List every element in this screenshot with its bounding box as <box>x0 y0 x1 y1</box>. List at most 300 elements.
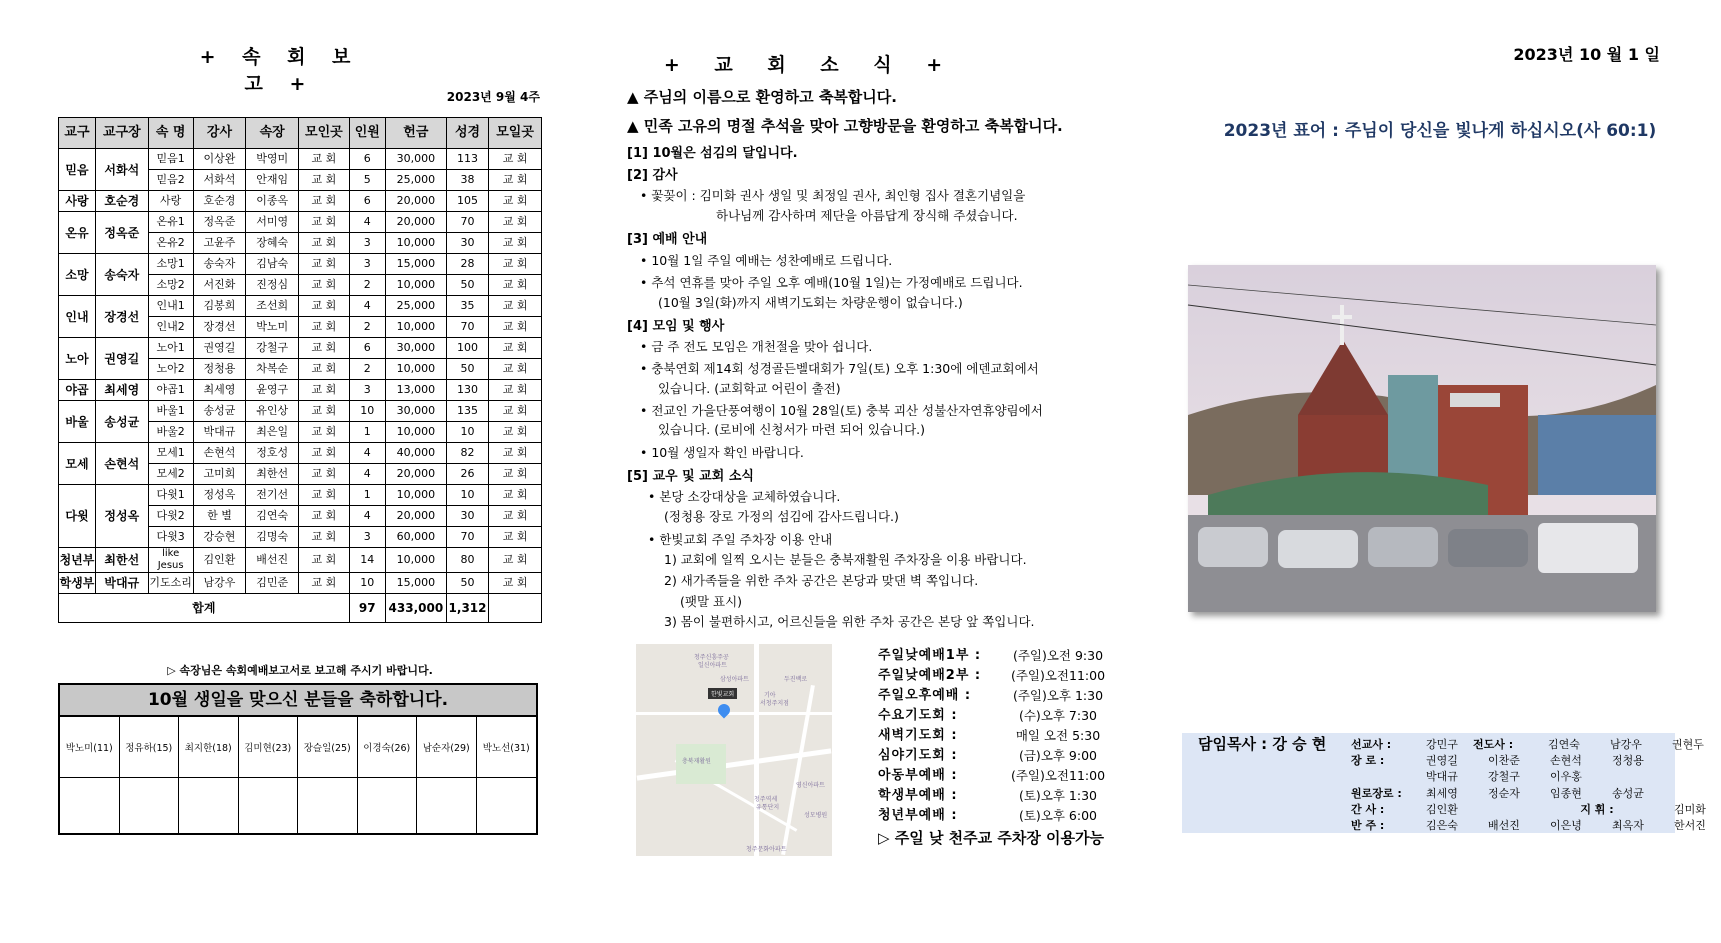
cell-bible: 70 <box>446 527 488 548</box>
staff-name: 이찬준 <box>1488 754 1520 767</box>
district-leader-cell: 권영길 <box>95 338 148 380</box>
col-header: 헌금 <box>385 118 446 149</box>
cell-head: 서미영 <box>246 212 299 233</box>
birthday-cell <box>417 717 477 835</box>
district-leader-cell: 정옥준 <box>95 212 148 254</box>
report-table <box>58 117 542 623</box>
col-header: 인원 <box>349 118 385 149</box>
worship-label: 심야기도회 : <box>878 748 958 763</box>
staff-label: 장 로 : <box>1351 754 1385 767</box>
cell-bible: 105 <box>446 191 488 212</box>
cell-head: 장혜숙 <box>246 233 299 254</box>
total-label: 합계 <box>59 594 350 623</box>
staff-label <box>1351 768 1411 784</box>
cell-next-place: 교 회 <box>489 317 542 338</box>
cell-teacher: 한 별 <box>193 506 246 527</box>
cell-next-place: 교 회 <box>489 296 542 317</box>
staff-name: 김은숙 <box>1426 819 1458 832</box>
cell-name: 온유2 <box>148 233 193 254</box>
worship-row <box>878 786 1108 806</box>
cell-offering: 15,000 <box>385 573 446 594</box>
cell-head: 최한선 <box>246 464 299 485</box>
cell-next-place: 교 회 <box>489 233 542 254</box>
district-leader-cell: 호순경 <box>95 191 148 212</box>
cell-head: 최은일 <box>246 422 299 443</box>
cell-teacher: 강승현 <box>193 527 246 548</box>
cell-teacher: 송숙자 <box>193 254 246 275</box>
cell-teacher: 최세영 <box>193 380 246 401</box>
map-pin-icon[interactable] <box>716 702 733 719</box>
district-cell: 온유 <box>59 212 96 254</box>
cell-bible: 38 <box>446 170 488 191</box>
cell-count: 3 <box>349 233 385 254</box>
cell-next-place: 교 회 <box>489 359 542 380</box>
cell-offering: 20,000 <box>385 464 446 485</box>
staff-name: 김인환 <box>1426 803 1458 816</box>
bulletin-date: 2023년 10 월 1 일 <box>1513 45 1660 64</box>
table-row <box>59 380 542 401</box>
birthday-cell <box>477 717 537 835</box>
cell-next-place: 교 회 <box>489 212 542 233</box>
staff-label: 원로장로 : <box>1351 787 1402 800</box>
cell-place: 교 회 <box>299 443 350 464</box>
cell-head: 김명숙 <box>246 527 299 548</box>
parking-note: ▷ 주일 낮 천주교 주차장 이용가능 <box>878 829 1105 847</box>
cell-bible: 100 <box>446 338 488 359</box>
cell-count: 6 <box>349 149 385 170</box>
col-header: 교구 <box>59 118 96 149</box>
news-item: • 금 주 전도 모임은 개천절을 맞아 쉽니다. <box>640 339 873 354</box>
cell-bible: 130 <box>446 380 488 401</box>
cell-place: 교 회 <box>299 548 350 573</box>
worship-row <box>878 806 1108 826</box>
birthday-cell <box>239 717 299 835</box>
map-label: 충북재활원 <box>682 758 711 765</box>
staff-name: 강민구 <box>1426 738 1458 751</box>
news-item: • 10월 생일자 확인 바랍니다. <box>640 445 804 460</box>
cell-bible: 30 <box>446 233 488 254</box>
cell-name: 모세1 <box>148 443 193 464</box>
worship-label: 수요기도회 : <box>878 708 958 723</box>
staff-row <box>1351 817 1721 833</box>
cell-count: 4 <box>349 506 385 527</box>
cell-offering: 10,000 <box>385 233 446 254</box>
district-cell: 노아 <box>59 338 96 380</box>
staff-name: 김미화 <box>1674 803 1706 816</box>
cell-name: 소망2 <box>148 275 193 296</box>
cell-offering: 20,000 <box>385 506 446 527</box>
staff-label: 전도사 : <box>1473 738 1514 751</box>
col-header: 교구장 <box>95 118 148 149</box>
year-motto: 2023년 표어 : 주님이 당신을 빛나게 하십시오(사 60:1) <box>1223 121 1657 141</box>
cell-teacher: 서화석 <box>193 170 246 191</box>
birthday-cell <box>179 717 239 835</box>
cell-count: 10 <box>349 573 385 594</box>
cell-count: 3 <box>349 527 385 548</box>
staff-label: 간 사 : <box>1351 803 1385 816</box>
cell-count: 2 <box>349 359 385 380</box>
cell-place: 교 회 <box>299 254 350 275</box>
cell-teacher: 박대규 <box>193 422 246 443</box>
cell-offering: 10,000 <box>385 359 446 380</box>
cell-place: 교 회 <box>299 380 350 401</box>
cell-name: 소망1 <box>148 254 193 275</box>
table-row <box>59 443 542 464</box>
cell-place: 교 회 <box>299 464 350 485</box>
birthday-name: 장슬일(25) <box>298 717 357 778</box>
worship-time: (금)오후 9:00 <box>1018 748 1098 763</box>
cell-head: 조선희 <box>246 296 299 317</box>
cell-teacher: 이상완 <box>193 149 246 170</box>
col-header: 속 명 <box>148 118 193 149</box>
cell-offering: 10,000 <box>385 275 446 296</box>
birthday-name: 김미현(23) <box>239 717 298 778</box>
staff-label: 지 휘 : <box>1580 803 1614 816</box>
cell-next-place: 교 회 <box>489 443 542 464</box>
cell-teacher: 서진화 <box>193 275 246 296</box>
cell-teacher: 김인환 <box>193 548 246 573</box>
news-item: 3) 몸이 불편하시고, 어르신들을 위한 주차 공간은 본당 앞 쪽입니다. <box>664 614 1035 629</box>
cell-name: 온유1 <box>148 212 193 233</box>
cell-offering: 25,000 <box>385 296 446 317</box>
worship-row <box>878 686 1108 706</box>
cell-teacher: 정성옥 <box>193 485 246 506</box>
cell-head: 윤영구 <box>246 380 299 401</box>
cell-count: 4 <box>349 296 385 317</box>
worship-time: (주일)오전 9:30 <box>1012 648 1104 663</box>
map-label: 유통단지 <box>756 804 780 811</box>
map-label: 기아 <box>764 692 776 699</box>
worship-label: 새벽기도회 : <box>878 728 958 743</box>
worship-row <box>878 746 1108 766</box>
district-leader-cell: 박대규 <box>95 573 148 594</box>
table-row <box>59 296 542 317</box>
report-date: 2023년 9월 4주 <box>446 90 540 104</box>
cell-place: 교 회 <box>299 485 350 506</box>
total-bible: 1,312 <box>446 594 488 623</box>
cell-next-place: 교 회 <box>489 170 542 191</box>
section-heading: [2] 감사 <box>627 168 678 183</box>
table-row <box>59 212 542 233</box>
news-item: 있습니다. (교회학교 어린이 출전) <box>658 381 841 396</box>
news-item: • 10월 1일 주일 예배는 성찬예배로 드립니다. <box>640 253 893 268</box>
cell-teacher: 정옥준 <box>193 212 246 233</box>
news-item: (팻말 표시) <box>680 594 743 609</box>
cell-name: 다윗1 <box>148 485 193 506</box>
birthday-name: 박노선(31) <box>477 717 537 778</box>
news-item: 2) 새가족들을 위한 주차 공간은 본당과 맞댄 벽 쪽입니다. <box>664 573 979 588</box>
birthday-name: 박노미(11) <box>60 717 119 778</box>
cell-head: 김연숙 <box>246 506 299 527</box>
map-label: 두진백로 <box>784 676 808 683</box>
cell-head: 강철구 <box>246 338 299 359</box>
total-offering: 433,000 <box>385 594 446 623</box>
cell-name: 모세2 <box>148 464 193 485</box>
cell-name: 노아2 <box>148 359 193 380</box>
cell-offering: 30,000 <box>385 149 446 170</box>
cell-place: 교 회 <box>299 401 350 422</box>
cell-offering: 30,000 <box>385 338 446 359</box>
cell-bible: 10 <box>446 422 488 443</box>
cell-head: 차복순 <box>246 359 299 380</box>
cell-bible: 80 <box>446 548 488 573</box>
cell-count: 2 <box>349 317 385 338</box>
worship-time: (토)오후 1:30 <box>1018 788 1098 803</box>
cell-bible: 28 <box>446 254 488 275</box>
cell-head: 김남숙 <box>246 254 299 275</box>
section-heading: [1] 10월은 섬김의 달입니다. <box>627 146 798 161</box>
district-leader-cell: 서화석 <box>95 149 148 191</box>
district-leader-cell: 송성균 <box>95 401 148 443</box>
cell-head: 배선진 <box>246 548 299 573</box>
cell-next-place: 교 회 <box>489 548 542 573</box>
news-item: • 충북연회 제14회 성경골든벨대회가 7일(토) 오후 1:30에 에덴교회에서 <box>640 361 1039 376</box>
cell-offering: 60,000 <box>385 527 446 548</box>
news-item: (10월 3일(화)까지 새벽기도회는 차량운행이 없습니다.) <box>658 295 963 310</box>
cell-bible: 26 <box>446 464 488 485</box>
staff-box <box>1182 733 1706 833</box>
news-item: • 본당 소강대상을 교체하였습니다. <box>648 489 841 504</box>
staff-name: 정청용 <box>1612 754 1644 767</box>
staff-name: 배선진 <box>1488 819 1520 832</box>
cell-name: 다윗2 <box>148 506 193 527</box>
staff-name: 최세영 <box>1426 787 1458 800</box>
cell-name: 바울1 <box>148 401 193 422</box>
cell-count: 10 <box>349 401 385 422</box>
staff-row <box>1351 785 1659 801</box>
worship-schedule <box>878 646 1108 826</box>
staff-name: 권영길 <box>1426 754 1458 767</box>
cell-next-place: 교 회 <box>489 506 542 527</box>
col-header: 속장 <box>246 118 299 149</box>
cell-name: 인내2 <box>148 317 193 338</box>
section-heading: [4] 모임 및 행사 <box>627 319 725 334</box>
cell-offering: 20,000 <box>385 212 446 233</box>
total-count: 97 <box>349 594 385 623</box>
cell-next-place: 교 회 <box>489 464 542 485</box>
birthday-name: 최지한(18) <box>179 717 238 778</box>
col-header: 강사 <box>193 118 246 149</box>
cell-name: 야곱1 <box>148 380 193 401</box>
news-item: 1) 교회에 일찍 오시는 분들은 충북재활원 주차장을 이용 바랍니다. <box>664 552 1027 567</box>
worship-row <box>878 666 1108 686</box>
cell-next-place: 교 회 <box>489 149 542 170</box>
cell-name: 다윗3 <box>148 527 193 548</box>
worship-label: 청년부예배 : <box>878 808 958 823</box>
map-label: 영신아파트 <box>796 782 825 789</box>
cell-offering: 15,000 <box>385 254 446 275</box>
map-label: 서청주지점 <box>760 700 789 707</box>
cell-teacher: 남강우 <box>193 573 246 594</box>
district-leader-cell: 장경선 <box>95 296 148 338</box>
cell-bible: 70 <box>446 212 488 233</box>
staff-name: 박대규 <box>1426 770 1458 783</box>
district-cell: 믿음 <box>59 149 96 191</box>
worship-label: 아동부예배 : <box>878 768 958 783</box>
cell-bible: 10 <box>446 485 488 506</box>
cell-bible: 82 <box>446 443 488 464</box>
district-cell: 사랑 <box>59 191 96 212</box>
staff-label: 선교사 : <box>1351 738 1392 751</box>
staff-name: 정순자 <box>1488 787 1520 800</box>
location-map[interactable] <box>636 644 832 856</box>
staff-name: 손현석 <box>1550 754 1582 767</box>
district-cell: 야곱 <box>59 380 96 401</box>
cell-bible: 35 <box>446 296 488 317</box>
cell-next-place: 교 회 <box>489 275 542 296</box>
report-note: ▷ 속장님은 속회예배보고서로 보고해 주시기 바랍니다. <box>167 664 433 677</box>
cell-next-place: 교 회 <box>489 191 542 212</box>
cell-name: 바울2 <box>148 422 193 443</box>
welcome-line: ▲ 민족 고유의 명절 추석을 맞아 고향방문을 환영하고 축복합니다. <box>627 117 1063 135</box>
district-leader-cell: 송숙자 <box>95 254 148 296</box>
staff-name: 권현두 <box>1672 738 1704 751</box>
table-row <box>59 149 542 170</box>
section-heading: [3] 예배 안내 <box>627 232 708 247</box>
staff-name: 한서진 <box>1674 819 1706 832</box>
cell-count: 14 <box>349 548 385 573</box>
total-row <box>59 594 542 623</box>
staff-name: 이은녕 <box>1550 819 1582 832</box>
cell-place: 교 회 <box>299 338 350 359</box>
cell-teacher: 고미희 <box>193 464 246 485</box>
cell-bible: 113 <box>446 149 488 170</box>
cell-place: 교 회 <box>299 422 350 443</box>
cell-head: 정호성 <box>246 443 299 464</box>
cell-offering: 10,000 <box>385 422 446 443</box>
cell-place: 교 회 <box>299 233 350 254</box>
table-row <box>59 401 542 422</box>
map-label: 청주문화아파트 <box>746 846 787 853</box>
worship-row <box>878 726 1108 746</box>
cell-offering: 20,000 <box>385 191 446 212</box>
cell-place: 교 회 <box>299 506 350 527</box>
cell-bible: 30 <box>446 506 488 527</box>
cell-place: 교 회 <box>299 573 350 594</box>
district-cell: 인내 <box>59 296 96 338</box>
col-header: 성경 <box>446 118 488 149</box>
cell-place: 교 회 <box>299 317 350 338</box>
cell-teacher: 김봉희 <box>193 296 246 317</box>
news-item: 있습니다. (로비에 신청서가 마련 되어 있습니다.) <box>658 422 925 437</box>
cell-teacher: 송성균 <box>193 401 246 422</box>
staff-name: 송성균 <box>1612 787 1644 800</box>
cell-count: 4 <box>349 464 385 485</box>
table-row <box>59 485 542 506</box>
cell-place: 교 회 <box>299 170 350 191</box>
worship-time: (토)오후 6:00 <box>1018 808 1098 823</box>
cell-offering: 10,000 <box>385 485 446 506</box>
worship-time: (주일)오전11:00 <box>1010 668 1106 683</box>
cell-count: 4 <box>349 212 385 233</box>
birthday-title: 10월 생일을 맞으신 분들을 축하합니다. <box>60 685 536 717</box>
worship-time: (주일)오후 1:30 <box>1012 688 1104 703</box>
cell-bible: 135 <box>446 401 488 422</box>
district-leader-cell: 최세영 <box>95 380 148 401</box>
pastor-name: 담임목사 : 강 승 현 <box>1198 735 1327 753</box>
cell-count: 4 <box>349 443 385 464</box>
cell-head: 진정심 <box>246 275 299 296</box>
map-label: 삼성아파트 <box>720 676 749 683</box>
cell-teacher: 고윤주 <box>193 233 246 254</box>
cell-head: 안재임 <box>246 170 299 191</box>
cell-offering: 13,000 <box>385 380 446 401</box>
cell-name: 믿음1 <box>148 149 193 170</box>
cell-head: 전기선 <box>246 485 299 506</box>
map-label: 성모병원 <box>804 812 828 819</box>
staff-name: 임종현 <box>1550 787 1582 800</box>
staff-row <box>1351 768 1597 784</box>
cell-head: 유인상 <box>246 401 299 422</box>
section-heading: [5] 교우 및 교회 소식 <box>627 469 754 484</box>
cell-offering: 25,000 <box>385 170 446 191</box>
birthday-name: 남순자(29) <box>417 717 476 778</box>
cell-place: 교 회 <box>299 191 350 212</box>
worship-label: 주일낮예배2부 : <box>878 668 982 683</box>
map-label: 청주역세 <box>754 796 778 803</box>
worship-row <box>878 646 1108 666</box>
table-row <box>59 338 542 359</box>
worship-label: 주일오후예배 : <box>878 688 972 703</box>
news-item: • 전교인 가을단풍여행이 10월 28일(토) 충북 괴산 성불산자연휴양림에서 <box>640 403 1043 418</box>
cell-offering: 10,000 <box>385 317 446 338</box>
cell-place: 교 회 <box>299 212 350 233</box>
map-church-label: 한빛교회 <box>708 688 737 699</box>
cell-next-place: 교 회 <box>489 422 542 443</box>
district-cell: 소망 <box>59 254 96 296</box>
welcome-line: ▲ 주님의 이름으로 환영하고 축복합니다. <box>627 88 897 106</box>
birthday-grid <box>60 717 536 835</box>
cell-teacher: 정청용 <box>193 359 246 380</box>
district-cell: 모세 <box>59 443 96 485</box>
cell-place: 교 회 <box>299 296 350 317</box>
cell-name: 인내1 <box>148 296 193 317</box>
district-cell: 학생부 <box>59 573 96 594</box>
birthday-cell <box>120 717 180 835</box>
col-header: 모인곳 <box>299 118 350 149</box>
table-header-row <box>59 118 542 149</box>
cell-count: 6 <box>349 191 385 212</box>
cell-next-place: 교 회 <box>489 254 542 275</box>
district-leader-cell: 최한선 <box>95 548 148 573</box>
report-title: + 속 회 보 고 + <box>199 46 361 95</box>
district-cell: 바울 <box>59 401 96 443</box>
news-title: + 교 회 소 식 + <box>663 54 957 76</box>
birthday-name: 이경숙(26) <box>358 717 417 778</box>
birthday-name: 정유하(15) <box>120 717 179 778</box>
cell-bible: 50 <box>446 275 488 296</box>
total-empty <box>489 594 542 623</box>
worship-label: 주일낮예배1부 : <box>878 648 982 663</box>
district-leader-cell: 손현석 <box>95 443 148 485</box>
cell-place: 교 회 <box>299 149 350 170</box>
cell-count: 1 <box>349 485 385 506</box>
cell-teacher: 호순경 <box>193 191 246 212</box>
cell-name: like Jesus <box>148 548 193 573</box>
birthday-cell <box>358 717 418 835</box>
worship-time: 매일 오전 5:30 <box>1015 728 1101 743</box>
map-label: 청주신흥주공 <box>694 654 729 661</box>
cell-count: 5 <box>349 170 385 191</box>
staff-row <box>1351 752 1659 768</box>
cell-place: 교 회 <box>299 275 350 296</box>
cell-count: 2 <box>349 275 385 296</box>
birthday-cell <box>60 717 120 835</box>
staff-row <box>1351 736 1719 752</box>
cell-count: 6 <box>349 338 385 359</box>
church-photo <box>1188 265 1656 612</box>
cell-next-place: 교 회 <box>489 527 542 548</box>
